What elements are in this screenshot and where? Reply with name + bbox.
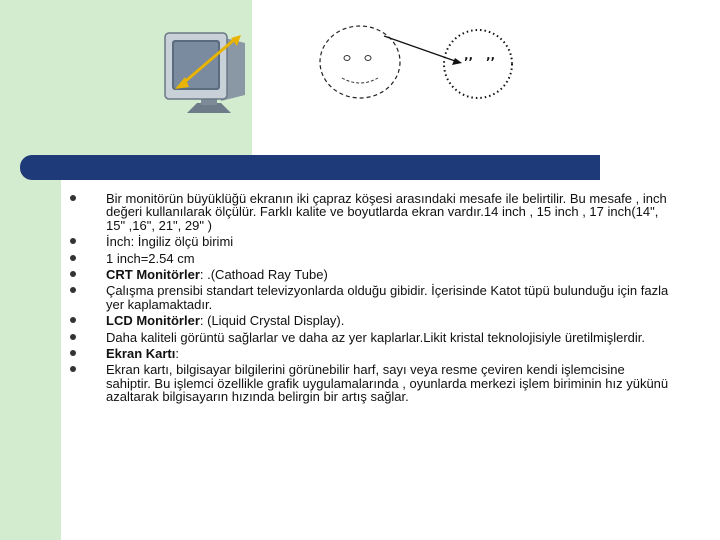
list-item-text: :: [175, 346, 179, 362]
bullet-list-container: [69, 192, 669, 407]
bullet-icon: [70, 317, 76, 323]
list-item-bold: Ekran Kartı: [106, 346, 176, 362]
title-bar: [20, 155, 600, 180]
bullet-icon: [70, 366, 76, 372]
list-item-text: Ekran kartı, bilgisayar bilgilerini görünebilir harf, sayı veya resme çeviren kendi işlemcisine sahiptir. Bu işlemci özellikle grafik uygulamalarında , oyunlarda merkezi işlem biriminin hız yükünü azaltarak bilgisayarın hızında belirgin bir artış sağlar.: [106, 362, 669, 405]
list-item-text: : .(Cathoad Ray Tube): [199, 267, 328, 283]
list-item: [69, 268, 669, 281]
list-item: [69, 314, 669, 327]
bullet-icon: [70, 350, 76, 356]
bullet-icon: [70, 238, 76, 244]
bullet-icon: [70, 271, 76, 277]
bullet-icon: [70, 334, 76, 340]
bullet-icon: [70, 255, 76, 261]
list-item-text: 1 inch=2.54 cm: [106, 250, 195, 266]
svg-text:ʼʼ: ʼʼ: [486, 55, 496, 69]
monitor-icon: [161, 29, 249, 115]
arrow-icon: [384, 36, 462, 65]
list-item-text: Daha kaliteli görüntü sağlarlar ve daha az yer kaplarlar.Likit kristal teknolojisiyle üretilmişlerdir.: [106, 329, 646, 345]
list-item: [69, 331, 669, 344]
list-item: [69, 284, 669, 311]
list-item: [69, 347, 669, 360]
bullet-list: [69, 192, 669, 404]
list-item-text: Bir monitörün büyüklüğü ekranın iki çapraz köşesi arasındaki mesafe ile belirtilir. Bu mesafe , inch değeri kullanılarak ölçülür. Farklı kalite ve boyutlarda ekran vardır.14 inch , 15 inch , 17 inch(14", 15" ,16", 21", 29" ): [106, 191, 667, 233]
list-item: [69, 363, 669, 403]
list-item-text: : (Liquid Crystal Display).: [199, 313, 345, 329]
svg-text:ʼʼ: ʼʼ: [464, 55, 474, 69]
list-item-text: Çalışma prensibi standart televizyonlarda olduğu gibidir. İçerisinde Katot tüpü bulunduğu için fazla yer kaplamaktadır.: [106, 283, 669, 312]
list-item: [69, 192, 669, 232]
bullet-icon: [70, 287, 76, 293]
list-item: [69, 235, 669, 248]
faces-illustration: [316, 16, 528, 106]
list-item-bold: CRT Monitörler: [106, 267, 200, 283]
side-decoration-strip: [0, 0, 61, 540]
list-item-bold: LCD Monitörler: [106, 313, 200, 329]
bullet-icon: [70, 195, 76, 201]
list-item-text: İnch: İngiliz ölçü birimi: [106, 234, 234, 250]
list-item: [69, 252, 669, 265]
